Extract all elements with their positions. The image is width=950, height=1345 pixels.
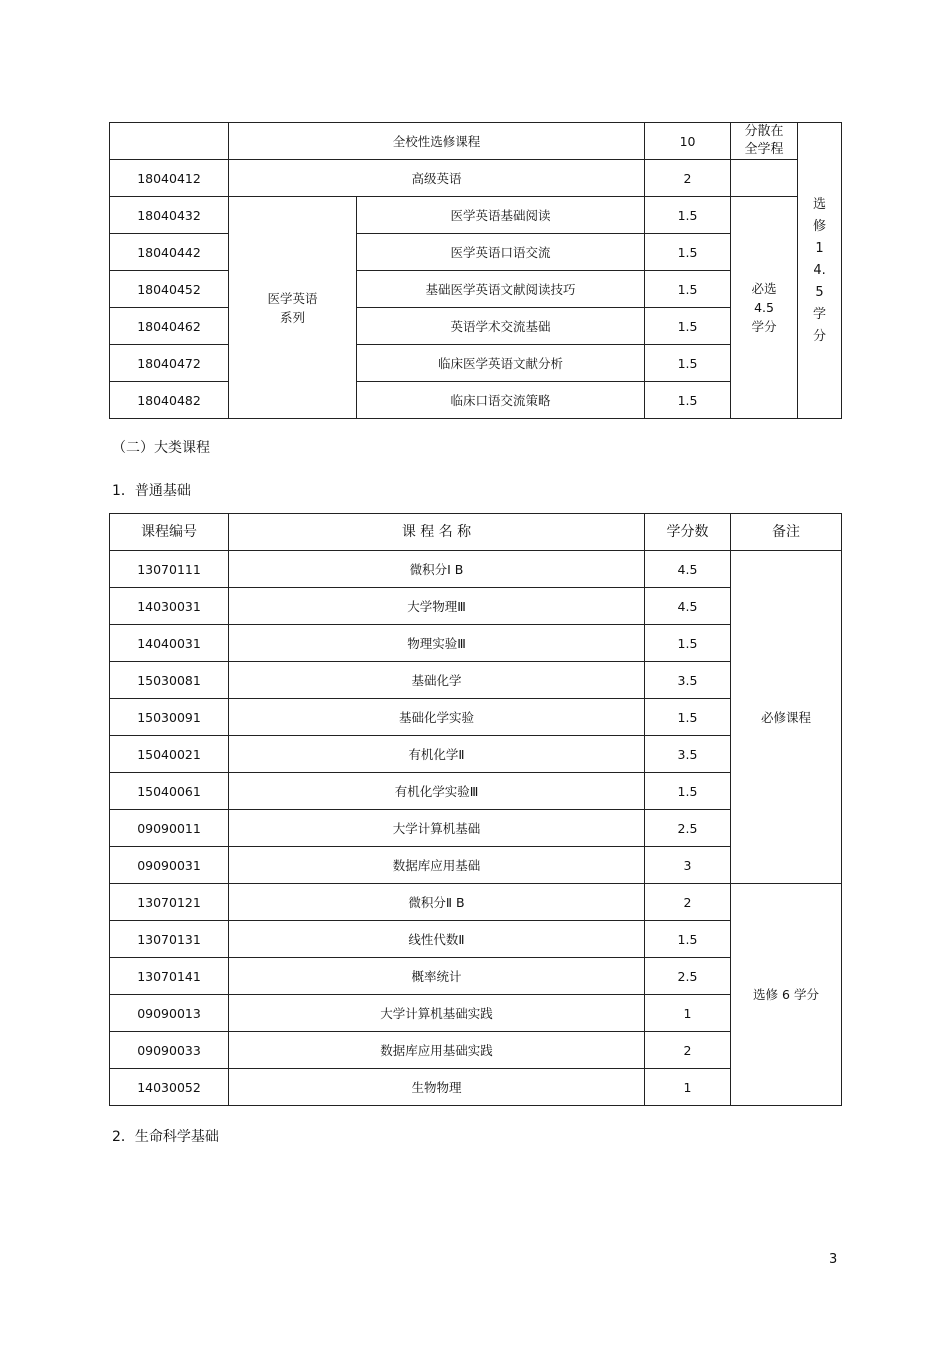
course-credits: 4.5 bbox=[645, 588, 731, 625]
course-code: 09090031 bbox=[110, 847, 229, 884]
course-code: 13070141 bbox=[110, 958, 229, 995]
course-credits: 1.5 bbox=[645, 271, 731, 308]
course-credits: 1.5 bbox=[645, 382, 731, 419]
course-code: 14040031 bbox=[110, 625, 229, 662]
course-credits: 1 bbox=[645, 1069, 731, 1106]
course-credits: 10 bbox=[645, 123, 731, 160]
course-note bbox=[731, 160, 798, 197]
course-credits: 3.5 bbox=[645, 662, 731, 699]
course-code: 09090033 bbox=[110, 1032, 229, 1069]
course-name: 大学计算机基础 bbox=[229, 810, 645, 847]
section-title: （二）大类课程 bbox=[112, 440, 210, 456]
course-credits: 2.5 bbox=[645, 958, 731, 995]
table-header-row bbox=[110, 514, 842, 551]
table-row bbox=[110, 551, 842, 588]
group-note: 必选4.5学分 bbox=[731, 197, 798, 419]
course-name: 英语学术交流基础 bbox=[357, 308, 645, 345]
course-code: 18040462 bbox=[110, 308, 229, 345]
course-name: 数据库应用基础 bbox=[229, 847, 645, 884]
course-name: 医学英语基础阅读 bbox=[357, 197, 645, 234]
course-credits: 1.5 bbox=[645, 699, 731, 736]
elective-note: 选修 6 学分 bbox=[731, 884, 842, 1106]
course-credits: 2.5 bbox=[645, 810, 731, 847]
course-code: 15030081 bbox=[110, 662, 229, 699]
course-code: 13070121 bbox=[110, 884, 229, 921]
course-note: 分散在全学程 bbox=[731, 123, 798, 160]
header-note: 备注 bbox=[731, 514, 842, 551]
course-code: 09090013 bbox=[110, 995, 229, 1032]
course-name: 大学计算机基础实践 bbox=[229, 995, 645, 1032]
table-row bbox=[110, 197, 842, 234]
course-code: 18040432 bbox=[110, 197, 229, 234]
subsection-title: 2．生命科学基础 bbox=[112, 1129, 219, 1145]
course-name: 概率统计 bbox=[229, 958, 645, 995]
required-note: 必修课程 bbox=[731, 551, 842, 884]
header-code: 课程编号 bbox=[110, 514, 229, 551]
elective-courses-table bbox=[109, 122, 842, 419]
course-code: 13070111 bbox=[110, 551, 229, 588]
outer-note: 选修14.5学分 bbox=[798, 123, 842, 419]
course-name: 基础化学 bbox=[229, 662, 645, 699]
course-name: 基础医学英语文献阅读技巧 bbox=[357, 271, 645, 308]
course-code: 18040412 bbox=[110, 160, 229, 197]
course-credits: 2 bbox=[645, 1032, 731, 1069]
course-name: 线性代数Ⅱ bbox=[229, 921, 645, 958]
course-code bbox=[110, 123, 229, 160]
course-name: 物理实验Ⅲ bbox=[229, 625, 645, 662]
course-credits: 2 bbox=[645, 160, 731, 197]
course-name: 医学英语口语交流 bbox=[357, 234, 645, 271]
header-name: 课 程 名 称 bbox=[229, 514, 645, 551]
table-row bbox=[110, 160, 842, 197]
table-row bbox=[110, 123, 842, 160]
course-name: 微积分Ⅱ B bbox=[229, 884, 645, 921]
course-code: 18040472 bbox=[110, 345, 229, 382]
course-credits: 2 bbox=[645, 884, 731, 921]
course-code: 13070131 bbox=[110, 921, 229, 958]
course-name: 有机化学实验Ⅲ bbox=[229, 773, 645, 810]
course-code: 14030031 bbox=[110, 588, 229, 625]
course-code: 09090011 bbox=[110, 810, 229, 847]
course-code: 15030091 bbox=[110, 699, 229, 736]
course-name: 临床口语交流策略 bbox=[357, 382, 645, 419]
course-code: 15040061 bbox=[110, 773, 229, 810]
course-credits: 1.5 bbox=[645, 197, 731, 234]
course-code: 18040482 bbox=[110, 382, 229, 419]
table-row bbox=[110, 884, 842, 921]
course-credits: 1.5 bbox=[645, 921, 731, 958]
course-name: 微积分Ⅰ B bbox=[229, 551, 645, 588]
course-credits: 1 bbox=[645, 995, 731, 1032]
course-credits: 3 bbox=[645, 847, 731, 884]
course-credits: 1.5 bbox=[645, 773, 731, 810]
course-credits: 1.5 bbox=[645, 308, 731, 345]
course-credits: 1.5 bbox=[645, 625, 731, 662]
course-code: 18040442 bbox=[110, 234, 229, 271]
course-name: 数据库应用基础实践 bbox=[229, 1032, 645, 1069]
course-name: 全校性选修课程 bbox=[229, 123, 645, 160]
course-name: 大学物理Ⅲ bbox=[229, 588, 645, 625]
subsection-title: 1．普通基础 bbox=[112, 483, 191, 499]
course-credits: 3.5 bbox=[645, 736, 731, 773]
course-name: 临床医学英语文献分析 bbox=[357, 345, 645, 382]
page-number: 3 bbox=[829, 1252, 838, 1267]
course-code: 18040452 bbox=[110, 271, 229, 308]
course-name: 基础化学实验 bbox=[229, 699, 645, 736]
course-name: 有机化学Ⅱ bbox=[229, 736, 645, 773]
course-name: 生物物理 bbox=[229, 1069, 645, 1106]
header-credits: 学分数 bbox=[645, 514, 731, 551]
course-credits: 4.5 bbox=[645, 551, 731, 588]
course-code: 15040021 bbox=[110, 736, 229, 773]
course-credits: 1.5 bbox=[645, 345, 731, 382]
course-code: 14030052 bbox=[110, 1069, 229, 1106]
group-label: 医学英语系列 bbox=[229, 197, 357, 419]
course-name: 高级英语 bbox=[229, 160, 645, 197]
course-credits: 1.5 bbox=[645, 234, 731, 271]
general-foundation-table bbox=[109, 513, 842, 1106]
